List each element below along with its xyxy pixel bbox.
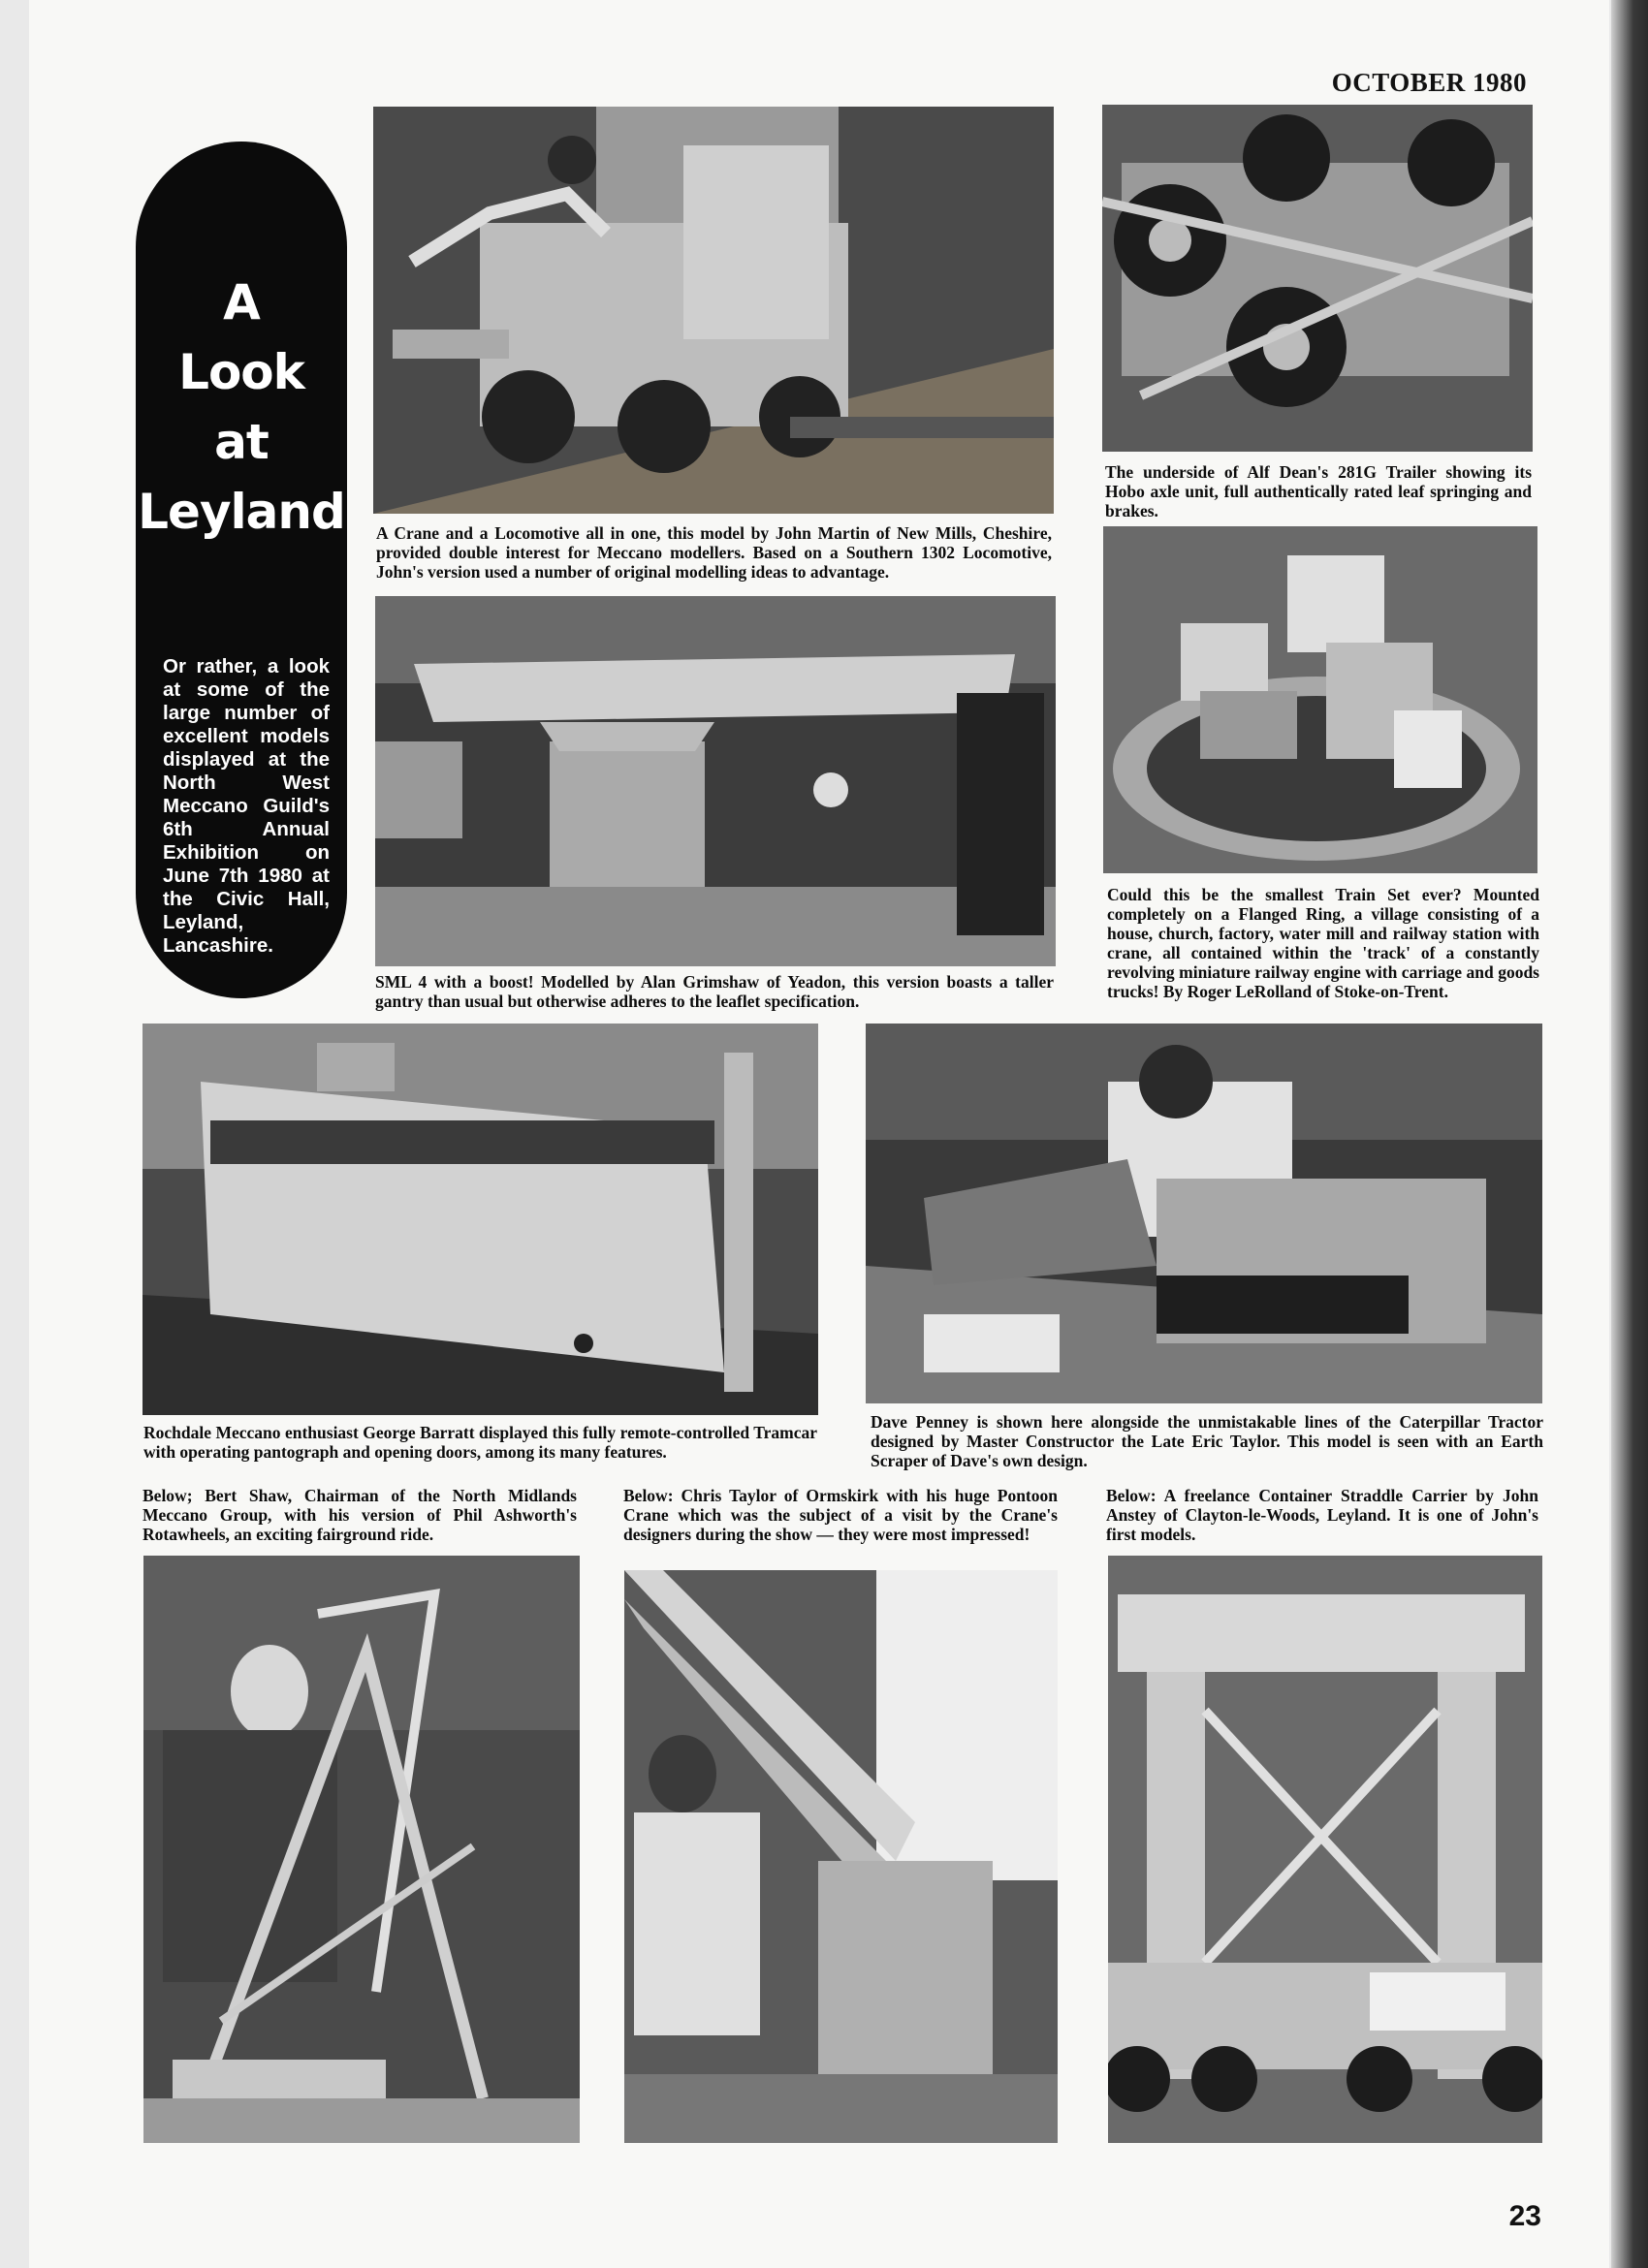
banner-title-line: Leyland — [138, 484, 345, 540]
caption-tramcar: Rochdale Meccano enthusiast George Barratt displayed this fully remote-controlled Tramcar with operating pantograph and opening doors, among its many features. — [143, 1423, 817, 1462]
banner-intro: Or rather, a look at some of the large number of excellent models displayed at the North West Meccano Guild's 6th Annual Exhibition on June 7th 1980 at the Civic Hall, Leyland, Lancashire. — [163, 655, 330, 957]
photo-rotawheels — [143, 1556, 580, 2143]
banner-title-line: A — [223, 274, 260, 331]
caption-caterpillar-tractor: Dave Penney is shown here alongside the unmistakable lines of the Caterpillar Tractor designed by Master Constructor the Late Eric Taylor. This model is seen with an Earth Scraper of Dave's own design. — [871, 1412, 1543, 1470]
caption-crane-locomotive: A Crane and a Locomotive all in one, this model by John Martin of New Mills, Cheshire, provided double interest for Meccano modellers. Based on a Southern 1302 Locomotive, John's version used a number of original modelling ideas to advantage. — [376, 523, 1052, 582]
photo-caterpillar-tractor — [866, 1024, 1542, 1403]
photo-pontoon-crane — [624, 1570, 1058, 2143]
banner-title-line: at — [214, 414, 269, 470]
photo-straddle-carrier — [1108, 1556, 1542, 2143]
caption-trailer-underside: The underside of Alf Dean's 281G Trailer showing its Hobo axle unit, full authentically rated leaf springing and brakes. — [1105, 462, 1532, 520]
issue-date: OCTOBER 1980 — [1331, 68, 1527, 97]
caption-pontoon-crane: Below: Chris Taylor of Ormskirk with his huge Pontoon Crane which was the subject of a visit by the Crane's designers during the show — they were most impressed! — [623, 1486, 1058, 1544]
caption-train-set: Could this be the smallest Train Set ever? Mounted completely on a Flanged Ring, a village consisting of a house, church, factory, water mill and railway station with crane, all contained within the 'track' of a constantly revolving miniature railway engine with carriage and goods trucks! By Roger LeRolland of Stoke-on-Trent. — [1107, 885, 1539, 1001]
photo-sml4-crane — [375, 596, 1056, 966]
photo-crane-locomotive — [373, 107, 1054, 514]
photo-trailer-underside — [1102, 105, 1533, 452]
page-number: 23 — [1508, 2200, 1541, 2232]
caption-sml4-crane: SML 4 with a boost! Modelled by Alan Grimshaw of Yeadon, this version boasts a taller gantry than usual but otherwise adheres to the leaflet specification. — [375, 972, 1054, 1011]
banner-title — [136, 268, 347, 547]
photo-train-set — [1103, 526, 1537, 873]
banner-title-line: Look — [178, 344, 304, 400]
page-edge-shadow — [1611, 0, 1648, 2268]
photo-tramcar — [143, 1024, 818, 1415]
caption-rotawheels: Below; Bert Shaw, Chairman of the North Midlands Meccano Group, with his version of Phil Ashworth's Rotawheels, an exciting fairground ride. — [143, 1486, 577, 1544]
title-banner — [136, 142, 347, 998]
caption-straddle-carrier: Below: A freelance Container Straddle Carrier by John Anstey of Clayton-le-Woods, Leyland. It is one of John's first models. — [1106, 1486, 1538, 1544]
